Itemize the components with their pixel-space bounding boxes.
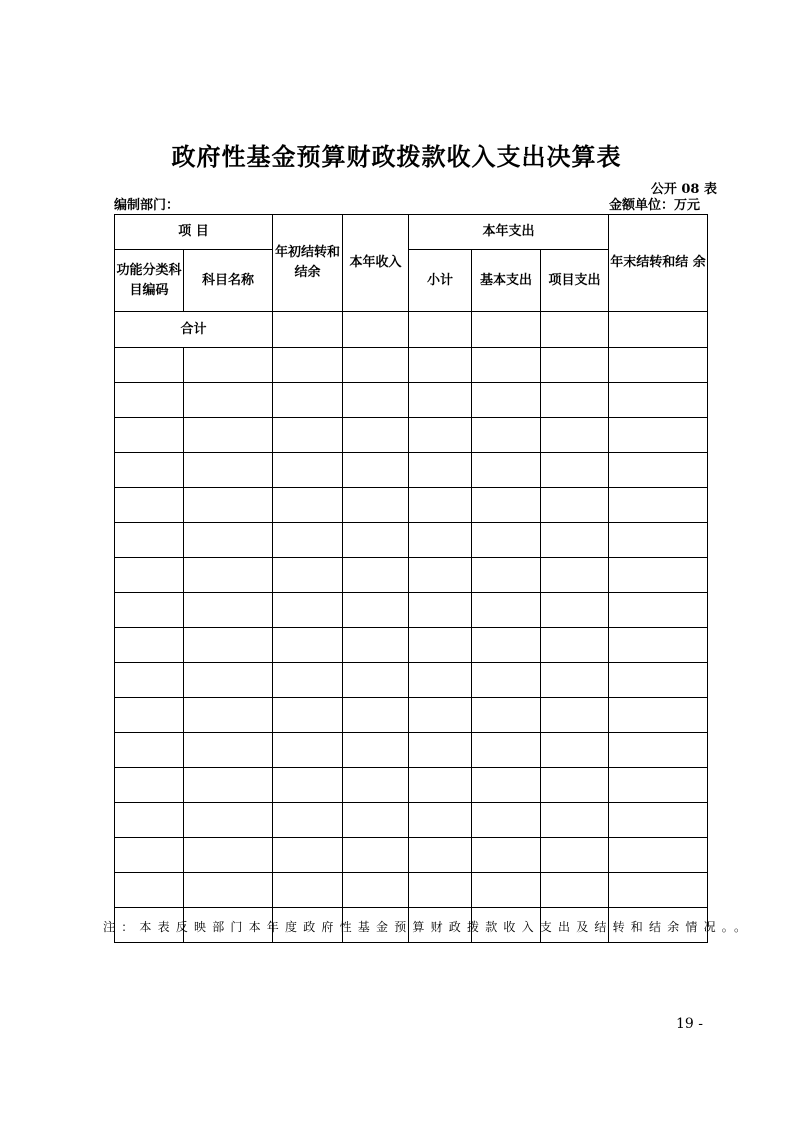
header-end-balance: 年末结转和结 余 bbox=[609, 215, 708, 312]
table-cell bbox=[343, 383, 409, 418]
table-cell bbox=[273, 558, 343, 593]
table-cell bbox=[273, 348, 343, 383]
table-cell bbox=[343, 523, 409, 558]
table-cell bbox=[409, 523, 472, 558]
table-cell bbox=[184, 873, 273, 908]
table-cell bbox=[541, 698, 609, 733]
table-cell bbox=[343, 768, 409, 803]
table-cell bbox=[184, 628, 273, 663]
table-cell bbox=[541, 488, 609, 523]
table-cell bbox=[472, 768, 541, 803]
table-cell bbox=[609, 418, 708, 453]
header-subject-name: 科目名称 bbox=[184, 250, 273, 312]
table-cell bbox=[115, 733, 184, 768]
table-cell bbox=[541, 838, 609, 873]
total-label: 合计 bbox=[115, 312, 273, 348]
table-cell bbox=[609, 523, 708, 558]
table-cell bbox=[184, 768, 273, 803]
table-cell bbox=[343, 628, 409, 663]
table-cell bbox=[472, 698, 541, 733]
table-cell bbox=[115, 488, 184, 523]
table-cell bbox=[541, 768, 609, 803]
table-cell bbox=[409, 768, 472, 803]
table-row bbox=[115, 593, 708, 628]
table-cell bbox=[115, 523, 184, 558]
table-row bbox=[115, 838, 708, 873]
table-cell bbox=[184, 803, 273, 838]
table-cell bbox=[609, 768, 708, 803]
total-cell bbox=[609, 312, 708, 348]
table-cell bbox=[273, 663, 343, 698]
table-cell bbox=[472, 803, 541, 838]
table-cell bbox=[541, 663, 609, 698]
table-cell bbox=[409, 628, 472, 663]
table-cell bbox=[472, 838, 541, 873]
table-cell bbox=[115, 383, 184, 418]
table-cell bbox=[541, 418, 609, 453]
table-cell bbox=[184, 523, 273, 558]
table-cell bbox=[184, 663, 273, 698]
table-cell bbox=[115, 663, 184, 698]
table-row bbox=[115, 418, 708, 453]
table-row bbox=[115, 663, 708, 698]
table-cell bbox=[541, 348, 609, 383]
table-cell bbox=[115, 873, 184, 908]
table-cell bbox=[609, 348, 708, 383]
table-cell bbox=[343, 803, 409, 838]
table-cell bbox=[115, 418, 184, 453]
table-cell bbox=[273, 733, 343, 768]
table-cell bbox=[409, 488, 472, 523]
table-cell bbox=[273, 768, 343, 803]
table-cell bbox=[273, 873, 343, 908]
total-cell bbox=[409, 312, 472, 348]
table-cell bbox=[343, 348, 409, 383]
header-basic-expense: 基本支出 bbox=[472, 250, 541, 312]
table-cell bbox=[115, 558, 184, 593]
table-cell bbox=[184, 453, 273, 488]
table-cell bbox=[343, 733, 409, 768]
table-cell bbox=[409, 873, 472, 908]
header-begin-balance: 年初结转和结余 bbox=[273, 215, 343, 312]
table-cell bbox=[472, 348, 541, 383]
table-cell bbox=[409, 418, 472, 453]
table-cell bbox=[273, 488, 343, 523]
total-cell bbox=[343, 312, 409, 348]
table-cell bbox=[541, 453, 609, 488]
table-row bbox=[115, 873, 708, 908]
table-cell bbox=[273, 383, 343, 418]
table-cell bbox=[472, 873, 541, 908]
table-cell bbox=[115, 593, 184, 628]
table-cell bbox=[184, 558, 273, 593]
header-subtotal: 小计 bbox=[409, 250, 472, 312]
table-cell bbox=[115, 453, 184, 488]
table-cell bbox=[541, 733, 609, 768]
table-row bbox=[115, 558, 708, 593]
table-cell bbox=[472, 523, 541, 558]
table-cell bbox=[343, 663, 409, 698]
table-cell bbox=[409, 733, 472, 768]
table-cell bbox=[115, 803, 184, 838]
header-expense: 本年支出 bbox=[409, 215, 609, 250]
header-income: 本年收入 bbox=[343, 215, 409, 312]
table-cell bbox=[541, 628, 609, 663]
table-cell bbox=[184, 698, 273, 733]
page-title: 政府性基金预算财政拨款收入支出决算表 bbox=[171, 142, 622, 171]
table-row bbox=[115, 768, 708, 803]
table-cell bbox=[472, 453, 541, 488]
table-cell bbox=[273, 453, 343, 488]
header-item: 项 目 bbox=[115, 215, 273, 250]
table-cell bbox=[409, 348, 472, 383]
table-cell bbox=[184, 348, 273, 383]
table-cell bbox=[409, 383, 472, 418]
table-cell bbox=[472, 593, 541, 628]
table-cell bbox=[115, 768, 184, 803]
table-cell bbox=[609, 733, 708, 768]
table-cell bbox=[409, 558, 472, 593]
table-cell bbox=[472, 733, 541, 768]
table-cell bbox=[609, 628, 708, 663]
table-cell bbox=[609, 803, 708, 838]
table-cell bbox=[273, 628, 343, 663]
table-cell bbox=[609, 558, 708, 593]
table-cell bbox=[409, 453, 472, 488]
table-row bbox=[115, 383, 708, 418]
table-cell bbox=[541, 593, 609, 628]
table-cell bbox=[273, 838, 343, 873]
table-cell bbox=[609, 838, 708, 873]
table-cell bbox=[541, 558, 609, 593]
table-cell bbox=[472, 383, 541, 418]
table-cell bbox=[184, 488, 273, 523]
table-cell bbox=[184, 733, 273, 768]
table-cell bbox=[184, 593, 273, 628]
department-label: 编制部门： bbox=[114, 198, 180, 213]
table-cell bbox=[273, 803, 343, 838]
table-cell bbox=[609, 873, 708, 908]
table-cell bbox=[409, 593, 472, 628]
total-row bbox=[115, 312, 708, 348]
table-cell bbox=[273, 593, 343, 628]
table-cell bbox=[343, 873, 409, 908]
table-row bbox=[115, 348, 708, 383]
table-row bbox=[115, 523, 708, 558]
page-number: 19 - bbox=[676, 1016, 703, 1032]
table-cell bbox=[609, 663, 708, 698]
table-cell bbox=[343, 418, 409, 453]
table-cell bbox=[343, 698, 409, 733]
table-cell bbox=[115, 628, 184, 663]
table-cell bbox=[609, 383, 708, 418]
table-row bbox=[115, 733, 708, 768]
table-cell bbox=[184, 838, 273, 873]
table-cell bbox=[472, 663, 541, 698]
table-row bbox=[115, 453, 708, 488]
table-cell bbox=[184, 418, 273, 453]
table-cell bbox=[541, 523, 609, 558]
table-cell bbox=[541, 803, 609, 838]
unit-label: 金额单位：万元 bbox=[608, 198, 700, 213]
table-cell bbox=[343, 488, 409, 523]
total-cell bbox=[273, 312, 343, 348]
table-cell bbox=[184, 383, 273, 418]
table-cell bbox=[115, 698, 184, 733]
table-cell bbox=[115, 838, 184, 873]
table-cell bbox=[409, 838, 472, 873]
total-cell bbox=[541, 312, 609, 348]
table-cell bbox=[273, 418, 343, 453]
table-cell bbox=[343, 838, 409, 873]
table-cell bbox=[343, 453, 409, 488]
header-project-expense: 项目支出 bbox=[541, 250, 609, 312]
table-cell bbox=[472, 418, 541, 453]
table-cell bbox=[273, 698, 343, 733]
form-number: 公开 08 表 bbox=[650, 182, 717, 197]
table-cell bbox=[409, 663, 472, 698]
table-cell bbox=[541, 873, 609, 908]
table-cell bbox=[409, 803, 472, 838]
table-row bbox=[115, 803, 708, 838]
table-cell bbox=[609, 488, 708, 523]
table-cell bbox=[343, 593, 409, 628]
table-row bbox=[115, 628, 708, 663]
table-cell bbox=[273, 523, 343, 558]
table-cell bbox=[472, 488, 541, 523]
table-cell bbox=[343, 558, 409, 593]
table-row bbox=[115, 488, 708, 523]
table-cell bbox=[409, 698, 472, 733]
table-cell bbox=[472, 628, 541, 663]
header-func-code: 功能分类科目编码 bbox=[115, 250, 184, 312]
table-row bbox=[115, 698, 708, 733]
table-cell bbox=[115, 348, 184, 383]
table-cell bbox=[472, 558, 541, 593]
table-cell bbox=[609, 453, 708, 488]
total-cell bbox=[472, 312, 541, 348]
table-cell bbox=[609, 698, 708, 733]
table-cell bbox=[609, 593, 708, 628]
table-note: 注：本表反映部门本年度政府性基金预算财政拨款收入支出及结转和结余情况。。 bbox=[103, 920, 753, 934]
header-row-1 bbox=[115, 215, 708, 250]
final-accounts-table bbox=[114, 214, 708, 943]
table-cell bbox=[541, 383, 609, 418]
